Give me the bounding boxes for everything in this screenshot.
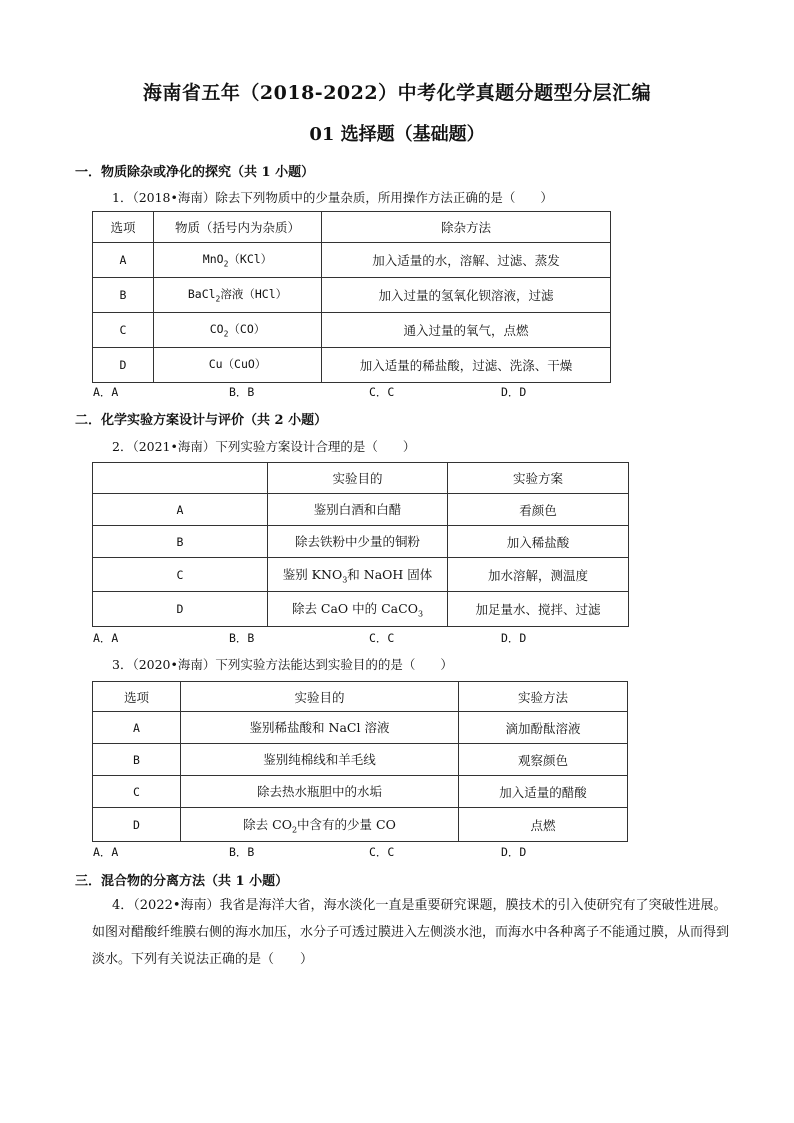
method-cell: 滴加酚酞溶液: [459, 712, 628, 744]
option-cell: A: [93, 243, 154, 278]
method-cell: 加入过量的氢氧化钡溶液，过滤: [322, 278, 611, 313]
option-cell: A: [93, 712, 181, 744]
question-1-table: [92, 211, 611, 383]
section-heading-2: 二．化学实验方案设计与评价（共 2 小题）: [75, 413, 328, 428]
table-header-cell: 选项: [93, 682, 181, 712]
answer-choice-d[interactable]: D．D: [501, 385, 527, 399]
answer-choice-d[interactable]: D．D: [501, 631, 527, 645]
table-row: [93, 744, 628, 776]
substance-cell: $CO_2(CO)$: [154, 313, 322, 348]
table-row: [93, 712, 628, 744]
method-cell: 加入适量的醋酸: [459, 776, 628, 808]
purpose-cell: 鉴别 $KNO_3$和 NaOH 固体: [268, 558, 448, 592]
question-3-table: [92, 681, 628, 842]
table-row: [93, 592, 629, 627]
section-heading-1: 一．物质除杂或净化的探究（共 1 小题）: [75, 165, 315, 180]
plan-cell: 加水溶解，测温度: [448, 558, 629, 592]
option-cell: D: [93, 808, 181, 842]
page-title: 海南省五年（2018-2022）中考化学真题分题型分层汇编: [142, 82, 652, 104]
substance-cell: MnO$_2$（KCl）: [154, 243, 322, 278]
table-header-cell: 除杂方法: [322, 212, 611, 243]
option-cell: B: [93, 278, 154, 313]
question-1-stem: 1．（2018•海南）除去下列物质中的少量杂质，所用操作方法正确的是（ ）: [112, 190, 553, 205]
option-cell: B: [93, 744, 181, 776]
option-cell: D: [93, 592, 268, 627]
method-cell: 通入过量的氧气，点燃: [322, 313, 611, 348]
table-row: [93, 776, 628, 808]
table-header-cell: 物质（括号内为杂质）: [154, 212, 322, 243]
method-cell: 点燃: [459, 808, 628, 842]
table-row: [93, 526, 629, 558]
purpose-cell: 除去 $CO_2$中含有的少量 CO: [181, 808, 459, 842]
answer-choice-b[interactable]: B．B: [229, 385, 255, 399]
option-cell: B: [93, 526, 268, 558]
option-cell: C: [93, 776, 181, 808]
table-row: [93, 808, 628, 842]
option-cell: D: [93, 348, 154, 383]
question-3-stem: 3．（2020•海南）下列实验方法能达到实验目的的是（ ）: [112, 657, 453, 672]
answer-choice-c[interactable]: C．C: [369, 845, 395, 859]
method-cell: 加入适量的水，溶解、过滤、蒸发: [322, 243, 611, 278]
table-header-row: [93, 463, 629, 494]
purpose-cell: 鉴别纯棉线和羊毛线: [181, 744, 459, 776]
purpose-cell: 除去热水瓶胆中的水垢: [181, 776, 459, 808]
method-cell: 观察颜色: [459, 744, 628, 776]
question-2-table: [92, 462, 629, 627]
answer-choice-d[interactable]: D．D: [501, 845, 527, 859]
answer-choice-a[interactable]: A．A: [93, 385, 119, 399]
substance-cell: Cu（CuO）: [154, 348, 322, 383]
table-header-row: [93, 682, 628, 712]
question-2-stem: 2．（2021•海南）下列实验方案设计合理的是（ ）: [112, 439, 416, 454]
option-cell: C: [93, 558, 268, 592]
purpose-cell: 鉴别稀盐酸和 NaCl 溶液: [181, 712, 459, 744]
purpose-cell: 鉴别白酒和白醋: [268, 494, 448, 526]
plan-cell: 看颜色: [448, 494, 629, 526]
question-4-stem: 4．（2022•海南）我省是海洋大省，海水淡化一直是重要研究课题，膜技术的引入使研究有了突破性进展。如图对醋酸纤维膜右侧的海水加压，水分子可透过膜进入左侧淡水池，而海水中各种离子不能通过膜，从而得到淡水。下列有关说法正确的是（ ）: [92, 898, 730, 967]
option-cell: A: [93, 494, 268, 526]
purpose-cell: 除去铁粉中少量的铜粉: [268, 526, 448, 558]
page-subtitle: 01 选择题（基础题）: [309, 124, 485, 145]
table-header-cell: [93, 463, 268, 494]
table-row: [93, 348, 611, 383]
answer-choice-c[interactable]: C．C: [369, 631, 395, 645]
table-header-row: [93, 212, 611, 243]
table-row: [93, 278, 611, 313]
plan-cell: 加入稀盐酸: [448, 526, 629, 558]
answer-choice-a[interactable]: A．A: [93, 845, 119, 859]
table-row: [93, 494, 629, 526]
answer-choice-b[interactable]: B．B: [229, 845, 255, 859]
table-row: [93, 558, 629, 592]
table-header-cell: 实验目的: [181, 682, 459, 712]
answer-choice-a[interactable]: A．A: [93, 631, 119, 645]
substance-cell: BaCl$_2$溶液（HCl）: [154, 278, 322, 313]
table-header-cell: 实验目的: [268, 463, 448, 494]
table-row: [93, 313, 611, 348]
answer-choice-c[interactable]: C．C: [369, 385, 395, 399]
table-header-cell: 实验方法: [459, 682, 628, 712]
table-row: [93, 243, 611, 278]
table-header-cell: 选项: [93, 212, 154, 243]
answer-choice-b[interactable]: B．B: [229, 631, 255, 645]
option-cell: C: [93, 313, 154, 348]
method-cell: 加入适量的稀盐酸，过滤、洗涤、干燥: [322, 348, 611, 383]
purpose-cell: 除去 CaO 中的 CaCO$_3$: [268, 592, 448, 627]
table-header-cell: 实验方案: [448, 463, 629, 494]
plan-cell: 加足量水、搅拌、过滤: [448, 592, 629, 627]
section-heading-3: 三．混合物的分离方法（共 1 小题）: [75, 874, 289, 889]
